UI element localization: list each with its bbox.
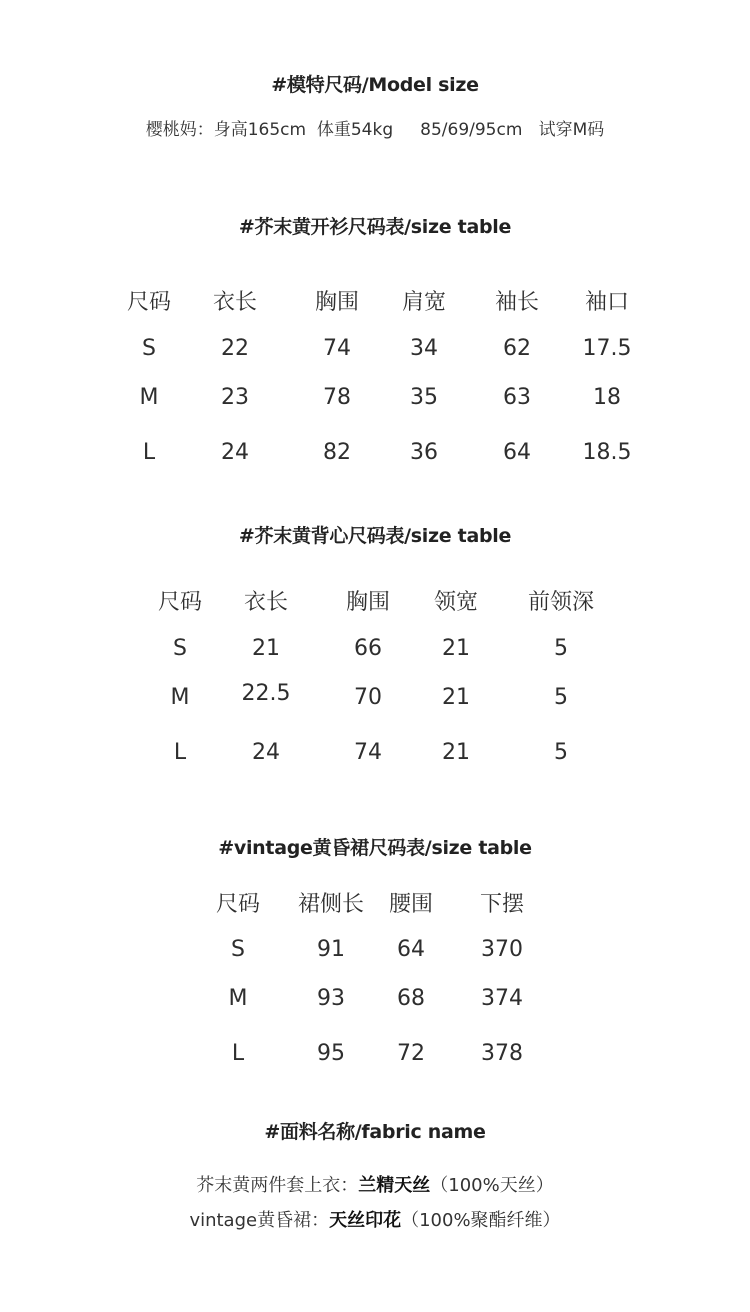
fabric-heading: #面料名称/fabric name [264,1121,486,1143]
size-label-cell: S [231,937,245,962]
table-header-cell: 肩宽 [401,290,447,315]
table-cell: 378 [481,1041,523,1066]
table-cell: 374 [481,986,523,1011]
table-header-cell: 腰围 [388,892,434,917]
table-cell: 5 [554,636,568,661]
table-cell: 370 [481,937,523,962]
table-cell: 22 [221,336,249,361]
table-header-cell: 裙侧长 [297,892,365,917]
table-cell: 24 [252,740,280,765]
table-cell: 21 [442,636,470,661]
table-header-cell: 袖长 [494,290,540,315]
table-cell: 72 [397,1041,425,1066]
table-cell: 93 [317,986,345,1011]
model-size-info: 樱桃妈：身高165cm 体重54kg 85/69/95cm 试穿M码 [145,120,605,140]
table-cell: 24 [221,440,249,465]
size-label-cell: S [142,336,156,361]
table-cell: 63 [503,385,531,410]
table-cell: 78 [323,385,351,410]
table-cell: 66 [354,636,382,661]
fabric-detail: （100%聚酯纤维） [401,1210,561,1231]
table-header-cell: 领宽 [433,590,479,615]
table-cell: 70 [354,685,382,710]
table-header-cell: 胸围 [314,290,360,315]
table-header-cell: 下摆 [479,892,525,917]
table-cell: 91 [317,937,345,962]
table-cell: 21 [442,685,470,710]
fabric-line [0,1206,750,1232]
fabric-line [0,1171,750,1197]
size-label-cell: M [139,385,159,410]
vest-size-heading: #芥末黄背心尺码表/size table [238,525,512,547]
table-cell: 64 [503,440,531,465]
table-header-cell: 胸围 [345,590,391,615]
table-header-cell: 尺码 [215,892,261,917]
table-cell: 21 [442,740,470,765]
table-cell: 5 [554,740,568,765]
table-cell: 95 [317,1041,345,1066]
fabric-label: 芥末黄两件套上衣： [196,1175,359,1196]
fabric-label: vintage黄昏裙： [189,1210,330,1231]
table-cell: 18 [593,385,621,410]
table-cell: 74 [323,336,351,361]
table-cell: 34 [410,336,438,361]
table-cell: 35 [410,385,438,410]
table-header-cell: 衣长 [212,290,258,315]
table-cell: 64 [397,937,425,962]
size-label-cell: M [170,685,190,710]
table-cell: 36 [410,440,438,465]
table-header-cell: 袖口 [584,290,630,315]
size-label-cell: L [231,1041,245,1066]
table-header-cell: 衣长 [243,590,289,615]
table-cell: 82 [323,440,351,465]
table-cell: 68 [397,986,425,1011]
cardigan-size-heading: #芥末黄开衫尺码表/size table [238,216,512,238]
model-size-heading: #模特尺码/Model size [271,74,479,96]
table-cell: 74 [354,740,382,765]
size-label-cell: M [228,986,248,1011]
table-cell: 17.5 [582,336,632,361]
fabric-material-name: 天丝印花 [329,1210,402,1231]
table-header-cell: 尺码 [126,290,172,315]
table-header-cell: 尺码 [157,590,203,615]
fabric-material-name: 兰精天丝 [358,1175,431,1196]
size-label-cell: L [173,740,187,765]
size-label-cell: L [142,440,156,465]
size-label-cell: S [173,636,187,661]
table-cell: 18.5 [582,440,632,465]
table-header-cell: 前领深 [527,590,595,615]
table-cell: 23 [221,385,249,410]
table-cell: 21 [252,636,280,661]
table-cell: 62 [503,336,531,361]
fabric-detail: （100%天丝） [430,1175,554,1196]
table-cell: 22.5 [241,681,291,706]
table-cell: 5 [554,685,568,710]
skirt-size-heading: #vintage黄昏裙尺码表/size table [218,837,532,859]
